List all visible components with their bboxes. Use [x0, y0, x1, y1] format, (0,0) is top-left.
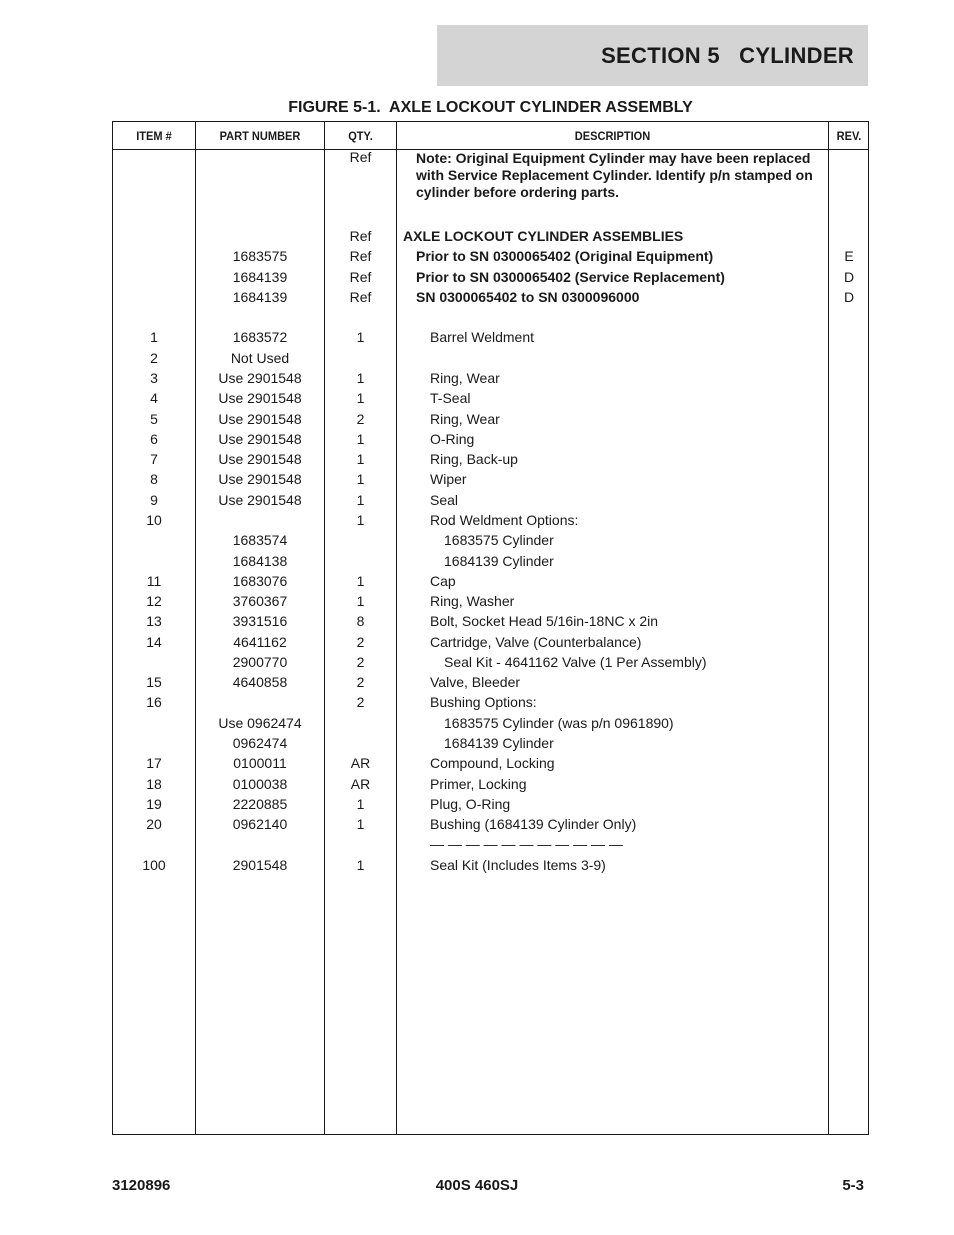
part-number-cell: 3931516 [232, 613, 288, 630]
qty-cell: 1 [356, 816, 365, 833]
qty-cell: 1 [356, 451, 365, 468]
description-cell: — — — — — — — — — — — [430, 836, 623, 853]
part-number-cell: 1684139 [232, 288, 288, 305]
note-line: with Service Replacement Cylinder. Identify p/n stamped on [416, 167, 813, 183]
item-cell: 14 [146, 633, 162, 650]
part-number-cell: 4641162 [233, 633, 287, 650]
note-block [416, 150, 836, 201]
part-number-cell: 0962474 [232, 735, 288, 751]
item-cell: 11 [146, 572, 162, 589]
description-cell: O-Ring [430, 430, 475, 447]
description-cell: Compound, Locking [430, 755, 555, 772]
qty-cell: Ref [349, 248, 372, 265]
part-number-cell: 4640858 [232, 674, 288, 691]
table-row [113, 490, 868, 510]
table-row [113, 409, 868, 429]
description-cell: AXLE LOCKOUT CYLINDER ASSEMBLIES [403, 228, 684, 244]
note-qty: Ref [349, 149, 372, 165]
column-header-qty: QTY. [348, 128, 373, 143]
item-cell: 2 [150, 349, 158, 366]
part-number-cell: 0100011 [233, 755, 287, 772]
figure-title: FIGURE 5-1. AXLE LOCKOUT CYLINDER ASSEMBLY [288, 99, 693, 116]
column-header-rev: REV. [836, 128, 862, 143]
section-title: SECTION 5 CYLINDER [601, 42, 854, 68]
part-number-cell: 2901548 [232, 856, 288, 873]
item-cell: 13 [146, 613, 162, 630]
part-number-cell: Use 2901548 [218, 370, 302, 386]
part-number-cell: Use 2901548 [218, 390, 302, 407]
description-cell: Seal Kit (Includes Items 3-9) [430, 856, 606, 873]
description-cell: Primer, Locking [430, 775, 527, 792]
rev-cell: D [843, 288, 855, 305]
item-cell: 16 [146, 694, 162, 711]
table-row [113, 814, 868, 834]
qty-cell: 1 [356, 471, 365, 488]
table-row [113, 611, 868, 631]
table-row [113, 753, 868, 773]
description-cell: 1683575 Cylinder (was p/n 0961890) [444, 714, 674, 731]
item-cell: 6 [150, 430, 158, 447]
item-cell: 9 [150, 491, 158, 508]
description-cell: Ring, Back-up [430, 451, 518, 468]
description-cell: 1684139 Cylinder [444, 552, 554, 569]
part-number-cell: Use 2901548 [218, 491, 302, 508]
qty-cell: Ref [349, 268, 372, 285]
table-row [113, 368, 868, 388]
table-row [113, 388, 868, 408]
qty-cell: 1 [356, 329, 365, 346]
part-number-cell: 1683574 [232, 532, 288, 549]
part-number-cell: 1683076 [232, 572, 288, 589]
part-number-cell: 3760367 [232, 593, 288, 609]
qty-cell: 1 [356, 390, 365, 407]
qty-cell: Ref [349, 228, 372, 244]
qty-cell: 1 [356, 593, 365, 609]
note-line: Note: Original Equipment Cylinder may have been replaced [416, 150, 811, 166]
section-header [437, 25, 868, 86]
qty-cell: 1 [356, 795, 365, 812]
part-number-cell: 2220885 [232, 795, 288, 812]
item-cell: 20 [146, 816, 162, 833]
description-cell: T-Seal [430, 390, 471, 407]
description-cell: Barrel Weldment [430, 329, 535, 346]
table-row [113, 794, 868, 814]
item-cell: 12 [146, 593, 162, 609]
item-cell: 100 [142, 856, 166, 873]
table-row [113, 692, 868, 712]
item-cell: 19 [146, 795, 162, 812]
table-row [113, 429, 868, 449]
item-cell: 15 [146, 674, 162, 691]
part-number-cell: 0100038 [232, 775, 288, 792]
description-cell: Bushing Options: [430, 694, 537, 711]
table-row [113, 632, 868, 652]
description-cell: Rod Weldment Options: [430, 511, 579, 528]
column-header-item: ITEM # [136, 128, 172, 143]
table-row [113, 449, 868, 469]
table-row [113, 774, 868, 794]
part-number-cell: 1684139 [232, 268, 288, 285]
qty-cell: AR [350, 775, 371, 792]
description-cell: Bushing (1684139 Cylinder Only) [430, 816, 637, 833]
qty-cell: 1 [356, 430, 365, 447]
part-number-cell: 1683575 [232, 248, 288, 265]
qty-cell: 2 [356, 694, 365, 711]
column-header-description: DESCRIPTION [574, 128, 651, 143]
table-row [113, 551, 868, 571]
qty-cell: AR [350, 755, 371, 772]
footer-doc-number: 3120896 [112, 1177, 171, 1194]
item-cell: 17 [146, 755, 162, 772]
part-number-cell: 1683572 [232, 329, 288, 346]
qty-cell: 2 [356, 410, 365, 427]
description-cell: Ring, Wear [430, 410, 500, 427]
footer-page-number: 5-3 [842, 1177, 864, 1194]
qty-cell: 1 [356, 511, 365, 528]
part-number-cell: Use 2901548 [218, 451, 302, 468]
item-cell: 10 [146, 511, 162, 528]
table-row [113, 226, 868, 246]
table-row [113, 834, 868, 854]
description-cell: Prior to SN 0300065402 (Service Replacement) [416, 268, 725, 285]
description-cell: Bolt, Socket Head 5/16in-18NC x 2in [430, 613, 659, 630]
description-cell: Ring, Washer [430, 593, 515, 609]
item-cell: 4 [150, 390, 158, 407]
rev-cell: D [843, 268, 855, 285]
description-cell: Wiper [430, 471, 467, 488]
description-cell: Ring, Wear [430, 370, 500, 386]
table-row [113, 348, 868, 368]
footer-model: 400S 460SJ [435, 1177, 519, 1194]
qty-cell: Ref [349, 288, 372, 305]
qty-cell: 1 [356, 856, 365, 873]
item-cell: 7 [150, 451, 158, 468]
description-cell: Cartridge, Valve (Counterbalance) [430, 633, 642, 650]
table-row [113, 469, 868, 489]
table-row [113, 713, 868, 733]
table-row [113, 530, 868, 550]
qty-cell: 1 [356, 370, 365, 386]
note-line: cylinder before ordering parts. [416, 184, 620, 200]
qty-cell: 2 [356, 674, 365, 691]
description-cell: Seal Kit - 4641162 Valve (1 Per Assembly) [444, 653, 707, 670]
item-cell: 5 [150, 410, 158, 427]
table-row [113, 855, 868, 875]
item-cell: 8 [150, 471, 158, 488]
part-number-cell: 0962140 [232, 816, 288, 833]
description-cell: 1683575 Cylinder [444, 532, 554, 549]
description-cell: Plug, O-Ring [430, 795, 511, 812]
part-number-cell: 1684138 [232, 552, 288, 569]
qty-cell: 1 [356, 572, 365, 589]
qty-cell: 2 [356, 653, 365, 670]
part-number-cell: Not Used [230, 349, 290, 366]
table-row [113, 591, 868, 611]
parts-table [112, 121, 869, 1135]
part-number-cell: Use 2901548 [218, 410, 302, 427]
table-row [113, 510, 868, 530]
table-row [113, 672, 868, 692]
table-row [113, 246, 868, 266]
part-number-cell: Use 2901548 [218, 430, 302, 447]
qty-cell: 2 [356, 633, 365, 650]
table-row [113, 307, 868, 327]
table-row [113, 571, 868, 591]
description-cell: Prior to SN 0300065402 (Original Equipment) [416, 248, 714, 265]
description-cell: Valve, Bleeder [430, 674, 521, 691]
item-cell: 1 [150, 329, 158, 346]
item-cell: 18 [146, 775, 162, 792]
qty-cell: 8 [356, 613, 365, 630]
table-row [113, 652, 868, 672]
table-row [113, 327, 868, 347]
table-row [113, 267, 868, 287]
column-header-part-number: PART NUMBER [219, 128, 301, 143]
description-cell: Seal [430, 491, 459, 508]
part-number-cell: Use 0962474 [218, 714, 302, 731]
description-cell: Cap [430, 572, 456, 589]
rev-cell: E [844, 248, 854, 265]
qty-cell: 1 [356, 491, 365, 508]
table-row [113, 287, 868, 307]
table-row [113, 733, 868, 753]
part-number-cell: Use 2901548 [218, 471, 302, 488]
description-cell: SN 0300065402 to SN 0300096000 [416, 288, 640, 305]
part-number-cell: 2900770 [232, 653, 288, 670]
description-cell: 1684139 Cylinder [444, 735, 554, 751]
item-cell: 3 [150, 370, 158, 386]
